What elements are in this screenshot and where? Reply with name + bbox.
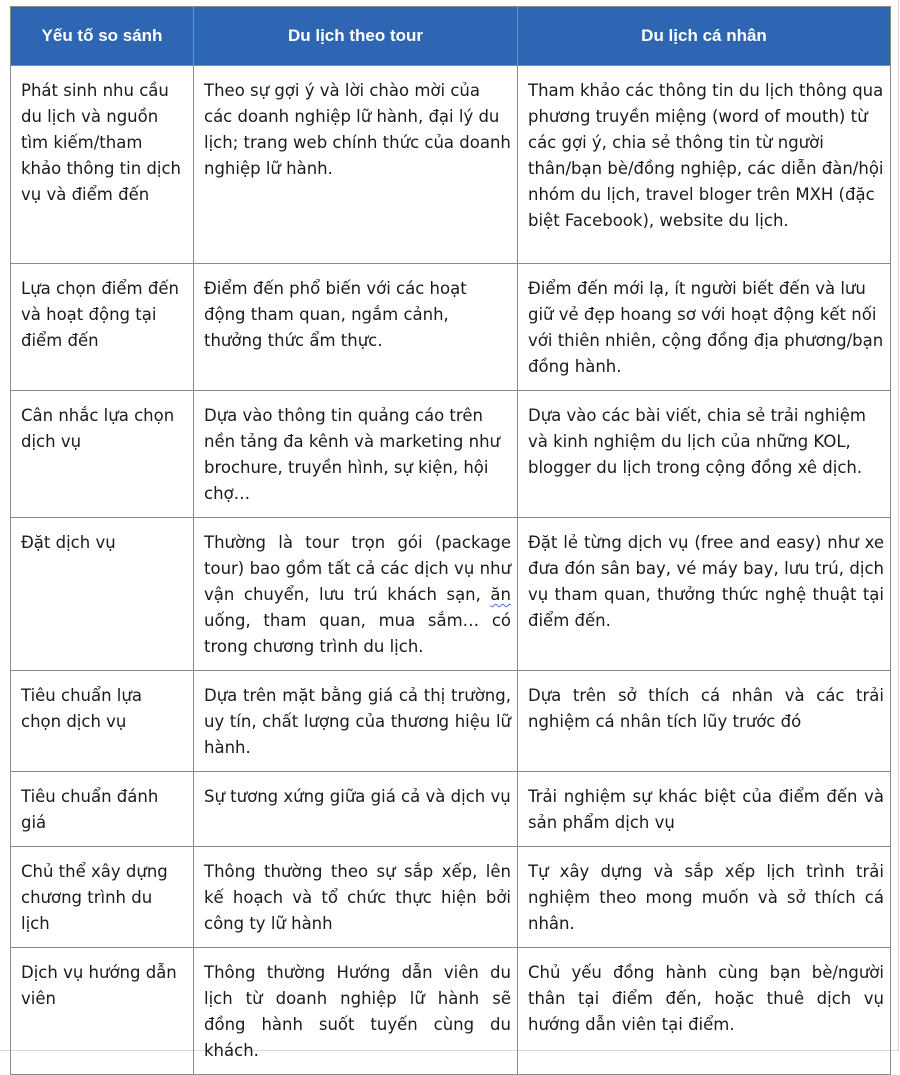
table-row [11,66,891,264]
spellcheck-word: ăn [490,585,511,604]
header-tour: Du lịch theo tour [194,7,518,66]
row-factor: Lựa chọn điểm đến và hoạt động tại điểm đến [11,264,194,391]
row-factor: Chủ thể xây dựng chương trình du lịch [11,847,194,948]
row-factor: Phát sinh nhu cầu du lịch và nguồn tìm kiếm/tham khảo thông tin dịch vụ và điểm đến [11,66,194,264]
row-personal: Trải nghiệm sự khác biệt của điểm đến và sản phẩm dịch vụ [518,772,891,847]
row-personal: Dựa vào các bài viết, chia sẻ trải nghiệm và kinh nghiệm du lịch của những KOL, blogger du lịch trong cộng đồng xê dịch. [518,391,891,518]
row-factor: Tiêu chuẩn lựa chọn dịch vụ [11,671,194,772]
row-tour: Dựa trên mặt bằng giá cả thị trường, uy tín, chất lượng của thương hiệu lữ hành. [194,671,518,772]
row-tour: Theo sự gợi ý và lời chào mời của các doanh nghiệp lữ hành, đại lý du lịch; trang web chính thức của doanh nghiệp lữ hành. [194,66,518,264]
table-row [11,518,891,671]
row-tour: Sự tương xứng giữa giá cả và dịch vụ [194,772,518,847]
row-personal: Dựa trên sở thích cá nhân và các trải nghiệm cá nhân tích lũy trước đó [518,671,891,772]
row-tour: Thông thường theo sự sắp xếp, lên kế hoạch và tổ chức thực hiện bởi công ty lữ hành [194,847,518,948]
row-tour-text-b: uống, tham quan, mua sắm… có trong chương trình du lịch. [204,611,511,656]
row-tour: Thông thường Hướng dẫn viên du lịch từ doanh nghiệp lữ hành sẽ đồng hành suốt tuyến cùng du khách. [194,948,518,1075]
row-tour-text-a: Thường là tour trọn gói (package tour) bao gồm tất cả các dịch vụ như vận chuyển, lưu trú khách sạn, [204,533,511,604]
row-personal: Điểm đến mới lạ, ít người biết đến và lưu giữ vẻ đẹp hoang sơ với hoạt động kết nối với thiên nhiên, cộng đồng địa phương/bạn đồng hành. [518,264,891,391]
table-row [11,264,891,391]
row-tour: Dựa vào thông tin quảng cáo trên nền tảng đa kênh và marketing như brochure, truyền hình, sự kiện, hội chợ… [194,391,518,518]
header-personal: Du lịch cá nhân [518,7,891,66]
table-row [11,772,891,847]
row-factor: Tiêu chuẩn đánh giá [11,772,194,847]
table-row [11,948,891,1075]
row-personal: Chủ yếu đồng hành cùng bạn bè/người thân tại điểm đến, hoặc thuê dịch vụ hướng dẫn viên tại điểm. [518,948,891,1075]
table-row [11,847,891,948]
table-row [11,671,891,772]
row-factor: Dịch vụ hướng dẫn viên [11,948,194,1075]
row-personal: Tự xây dựng và sắp xếp lịch trình trải nghiệm theo mong muốn và sở thích cá nhân. [518,847,891,948]
row-tour [194,518,518,671]
table-header-row [11,7,891,66]
row-personal: Đặt lẻ từng dịch vụ (free and easy) như xe đưa đón sân bay, vé máy bay, lưu trú, dịch vụ tham quan, thưởng thức nghệ thuật tại điểm đến. [518,518,891,671]
row-factor: Cân nhắc lựa chọn dịch vụ [11,391,194,518]
row-tour: Điểm đến phổ biến với các hoạt động tham quan, ngắm cảnh, thưởng thức ẩm thực. [194,264,518,391]
row-personal: Tham khảo các thông tin du lịch thông qua phương truyền miệng (word of mouth) từ các gợi ý, chia sẻ thông tin từ người thân/bạn bè/đồng nghiệp, các diễn đàn/hội nhóm du lịch, travel bloger trên MXH (đặc biệt Facebook), website du lịch. [518,66,891,264]
table-row [11,391,891,518]
header-factor: Yếu tố so sánh [11,7,194,66]
comparison-table [10,6,891,1075]
row-factor: Đặt dịch vụ [11,518,194,671]
